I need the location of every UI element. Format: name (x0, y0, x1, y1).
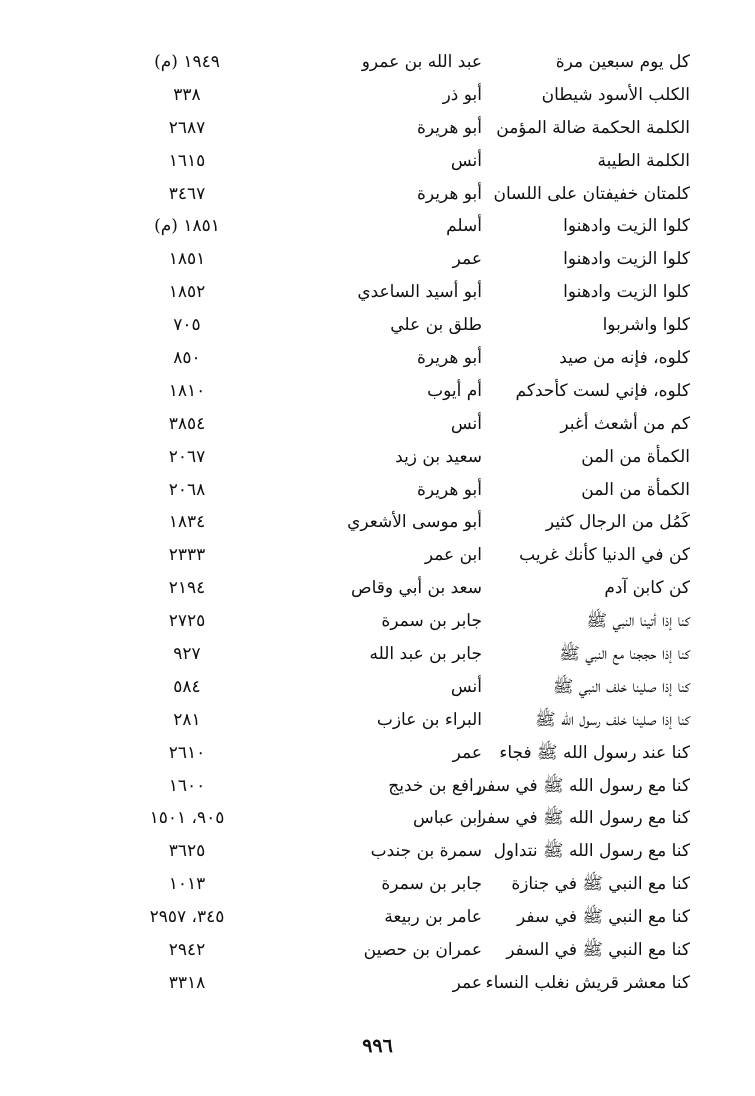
narrator-name: جابر بن سمرة (381, 874, 482, 895)
index-row (110, 770, 690, 803)
hadith-text: كن في الدنيا كأنك غريب (519, 545, 690, 566)
narrator-name: أبو أسيد الساعدي (357, 282, 482, 303)
index-row (110, 408, 690, 441)
narrator-name: سعيد بن زيد (395, 446, 482, 467)
hadith-number: ٢٠٦٧ (168, 446, 206, 467)
narrator-name: أم أيوب (427, 380, 482, 401)
hadith-number: ٣٣١٨ (168, 972, 206, 993)
index-row (110, 671, 690, 704)
index-row (110, 737, 690, 770)
hadith-number: ٩٢٧ (173, 644, 201, 665)
index-row (110, 934, 690, 967)
hadith-text: كل يوم سبعين مرة (555, 52, 690, 72)
hadith-number: ٢٦٨٧ (168, 117, 206, 138)
index-row (110, 868, 690, 901)
hadith-number: ٢٦١٠ (168, 742, 206, 763)
narrator-name: أنس (450, 150, 482, 171)
hadith-number: ١٨٥٢ (168, 282, 206, 303)
index-row (110, 605, 690, 638)
hadith-text: كنا مع النبي ﷺ في السفر (506, 940, 690, 961)
hadith-text: كلوا الزيت وادهنوا (563, 249, 690, 270)
hadith-text: الكلب الأسود شيطان (541, 84, 690, 105)
narrator-name: جابر بن سمرة (381, 611, 482, 632)
index-row (110, 112, 690, 145)
narrator-name: طلق بن علي (390, 315, 482, 336)
hadith-text: كنا مع النبي ﷺ في سفر (517, 907, 690, 928)
index-row (110, 243, 690, 276)
hadith-number: ٧٠٥ (173, 315, 201, 336)
page-number: ٩٩٦ (362, 1035, 393, 1057)
hadith-number: ١٨٥١ (م) (154, 216, 220, 237)
hadith-number: ١٦١٥ (168, 150, 206, 171)
narrator-name: أسلم (446, 216, 482, 237)
index-row (110, 309, 690, 342)
narrator-name: أبو ذر (442, 84, 482, 105)
hadith-text: الكلمة الحكمة ضالة المؤمن (496, 117, 690, 138)
index-row (110, 276, 690, 309)
narrator-name: عمر (452, 742, 482, 763)
narrator-name: أبو هريرة (416, 183, 482, 204)
hadith-text: كنا مع رسول الله ﷺ نتداول (493, 841, 690, 862)
hadith-text: كلوه، فإني لست كأحدكم (515, 380, 690, 401)
hadith-number: ٣٨٥٤ (168, 413, 206, 434)
narrator-name: عامر بن ربيعة (384, 907, 482, 928)
hadith-number: ٣٤٦٧ (168, 183, 206, 204)
hadith-number: ٣٦٢٥ (168, 841, 206, 862)
narrator-name: سعد بن أبي وقاص (351, 578, 482, 599)
hadith-index-table (110, 46, 690, 1000)
index-row (110, 572, 690, 605)
hadith-number: ٣٣٨ (173, 84, 201, 105)
index-row (110, 441, 690, 474)
narrator-name: عمر (452, 972, 482, 993)
hadith-number: ٢٨١ (173, 709, 201, 730)
hadith-text: كنا إذا صلينا خلف النبي ﷺ (552, 676, 690, 697)
hadith-number: ١٨٥١ (168, 249, 206, 270)
hadith-text: الكمأة من المن (581, 446, 690, 467)
narrator-name: سمرة بن جندب (370, 841, 482, 862)
hadith-text: كنا إذا صلينا خلف رسول الله ﷺ (535, 709, 690, 730)
hadith-text: كلمتان خفيفتان على اللسان (493, 183, 690, 204)
narrator-name: ابن عمر (424, 545, 482, 566)
hadith-number: ٢٣٣٣ (168, 545, 206, 566)
hadith-number: ٣٤٥، ٢٩٥٧ (149, 907, 225, 928)
hadith-text: كلوا الزيت وادهنوا (563, 216, 690, 237)
index-row (110, 638, 690, 671)
hadith-number: ٢١٩٤ (168, 578, 206, 599)
hadith-text: كَمُل من الرجال كثير (545, 512, 690, 533)
narrator-name: رافع بن خديج (388, 775, 482, 796)
index-row (110, 704, 690, 737)
hadith-text: كنا معشر قريش نغلب النساء (485, 972, 690, 993)
index-row (110, 178, 690, 211)
narrator-name: أبو هريرة (416, 117, 482, 138)
hadith-number: ٩٠٥، ١٥٠١ (149, 808, 225, 829)
hadith-text: كلوا واشربوا (602, 315, 690, 336)
narrator-name: البراء بن عازب (376, 709, 482, 730)
index-row (110, 46, 690, 79)
hadith-number: ٢٩٤٢ (168, 940, 206, 961)
index-row (110, 210, 690, 243)
hadith-number: ١٠١٣ (168, 874, 206, 895)
narrator-name: جابر بن عبد الله (369, 644, 482, 665)
hadith-number: ١٦٠٠ (168, 775, 206, 796)
index-row (110, 835, 690, 868)
hadith-text: كنا مع رسول الله ﷺ في سفر (477, 808, 690, 829)
hadith-number: ١٨١٠ (168, 380, 206, 401)
hadith-text: كلوا الزيت وادهنوا (563, 282, 690, 303)
hadith-number: ٨٥٠ (173, 348, 201, 369)
index-row (110, 145, 690, 178)
hadith-text: كم من أشعث أغبر (560, 413, 690, 434)
hadith-number: ٢٠٦٨ (168, 479, 206, 500)
hadith-text: كنا إذا حججنا مع النبي ﷺ (559, 644, 690, 665)
hadith-text: كلوه، فإنه من صيد (559, 348, 690, 369)
index-row (110, 342, 690, 375)
index-row (110, 79, 690, 112)
hadith-text: كنا مع رسول الله ﷺ في سفر (477, 775, 690, 796)
narrator-name: عبد الله بن عمرو (361, 52, 482, 72)
narrator-name: ابن عباس (412, 808, 482, 829)
hadith-text: الكلمة الطيبة (597, 150, 690, 171)
hadith-text: كن كابن آدم (604, 578, 690, 599)
hadith-text: كنا عند رسول الله ﷺ فجاء (499, 742, 690, 763)
narrator-name: أبو هريرة (416, 348, 482, 369)
index-row (110, 539, 690, 572)
hadith-text: الكمأة من المن (581, 479, 690, 500)
hadith-number: ١٨٣٤ (168, 512, 206, 533)
narrator-name: أبو موسى الأشعري (347, 512, 482, 533)
index-row (110, 375, 690, 408)
hadith-text: كنا مع النبي ﷺ في جنازة (511, 874, 690, 895)
index-row (110, 967, 690, 1000)
narrator-name: عمران بن حصين (363, 940, 482, 961)
narrator-name: أنس (450, 676, 482, 697)
hadith-number: ٥٨٤ (173, 676, 201, 697)
hadith-number: ١٩٤٩ (م) (154, 52, 220, 72)
index-row (110, 901, 690, 934)
hadith-number: ٢٧٢٥ (168, 611, 206, 632)
index-row (110, 802, 690, 835)
index-row (110, 474, 690, 507)
narrator-name: أنس (450, 413, 482, 434)
narrator-name: أبو هريرة (416, 479, 482, 500)
index-row (110, 506, 690, 539)
narrator-name: عمر (452, 249, 482, 270)
hadith-text: كنا إذا أتينا النبي ﷺ (586, 611, 690, 632)
